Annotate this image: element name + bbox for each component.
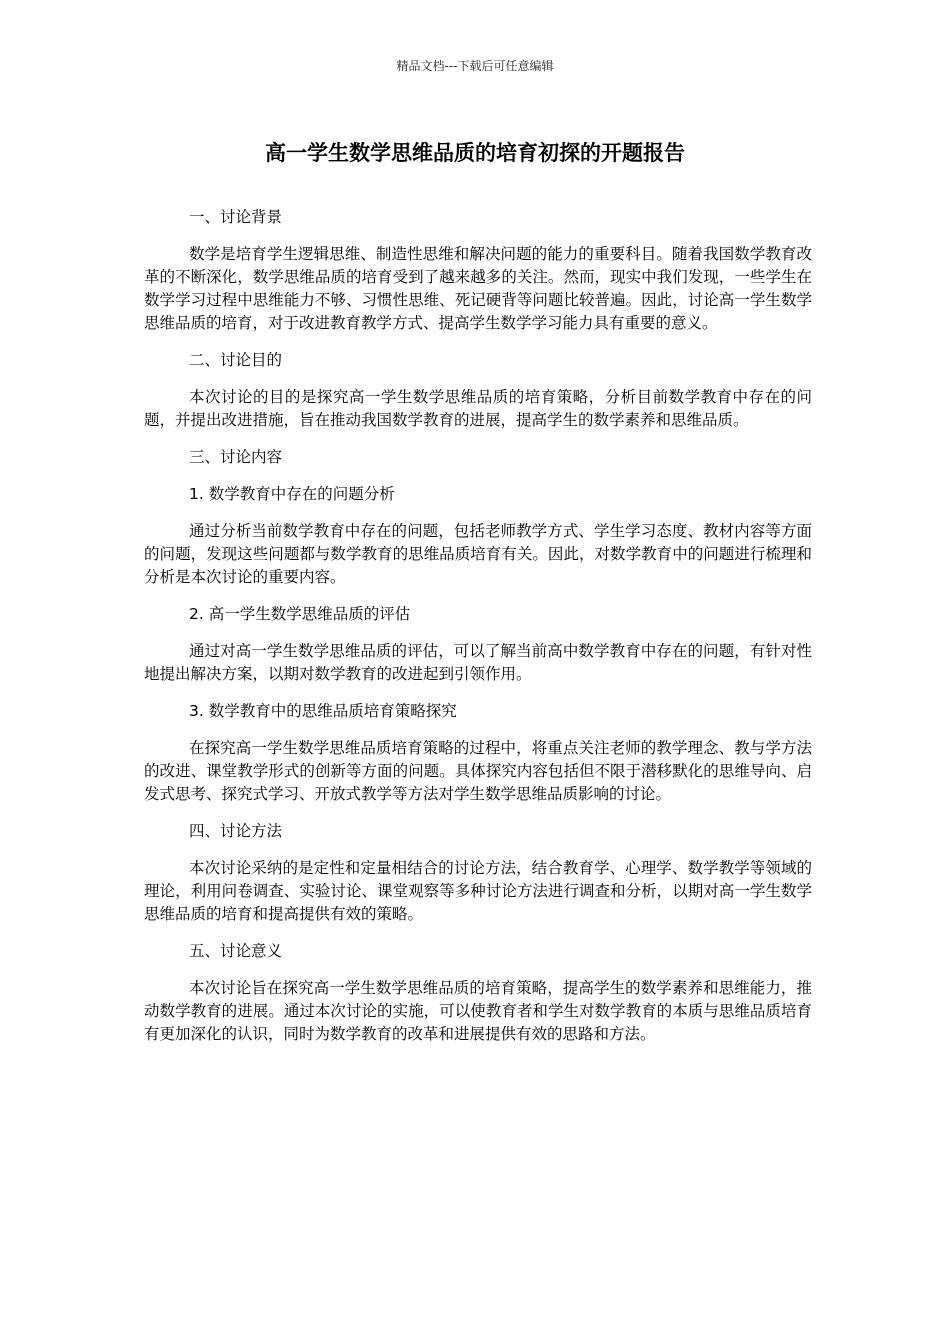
document-title: 高一学生数学思维品质的培育初探的开题报告 [265, 141, 685, 165]
document-body [144, 206, 812, 1060]
paragraph-evaluation: 通过对高一学生数学思维品质的评估，可以了解当前高中数学教育中存在的问题，有针对性地提出解决方案，以期对数学教育的改进起到引领作用。 [144, 642, 812, 683]
subsection-heading-strategy: 3. 数学教育中的思维品质培育策略探究 [189, 702, 457, 720]
section-heading-content: 三、讨论内容 [189, 448, 283, 466]
section-heading-significance: 五、讨论意义 [189, 942, 283, 960]
paragraph-method: 本次讨论采纳的是定性和定量相结合的讨论方法，结合教育学、心理学、数学教学等领域的理论，利用问卷调查、实验讨论、课堂观察等多种讨论方法进行调查和分析，以期对高一学生数学思维品质的培育和提高提供有效的策略。 [144, 859, 812, 923]
section-heading-background: 一、讨论背景 [189, 208, 283, 226]
subsection-heading-evaluation: 2. 高一学生数学思维品质的评估 [189, 605, 411, 623]
paragraph-purpose: 本次讨论的目的是探究高一学生数学思维品质的培育策略，分析目前数学教育中存在的问题，并提出改进措施，旨在推动我国数学教育的进展，提高学生的数学素养和思维品质。 [144, 388, 812, 429]
paragraph-significance: 本次讨论旨在探究高一学生数学思维品质的培育策略，提高学生的数学素养和思维能力，推动数学教育的进展。通过本次讨论的实施，可以使教育者和学生对数学教育的本质与思维品质培育有更加深化的认识，同时为数学教育的改革和进展提供有效的思路和方法。 [144, 979, 812, 1043]
running-header: 精品文档---下载后可任意编辑 [396, 59, 554, 73]
section-heading-method: 四、讨论方法 [189, 822, 283, 840]
paragraph-background: 数学是培育学生逻辑思维、制造性思维和解决问题的能力的重要科目。随着我国数学教育改革的不断深化，数学思维品质的培育受到了越来越多的关注。然而，现实中我们发现，一些学生在数学学习过程中思维能力不够、习惯性思维、死记硬背等问题比较普遍。因此，讨论高一学生数学思维品质的培育，对于改进教育教学方式、提高学生数学学习能力具有重要的意义。 [144, 245, 812, 332]
subsection-heading-problem-analysis: 1. 数学教育中存在的问题分析 [189, 485, 395, 503]
paragraph-strategy: 在探究高一学生数学思维品质培育策略的过程中，将重点关注老师的教学理念、教与学方法的改进、课堂教学形式的创新等方面的问题。具体探究内容包括但不限于潜移默化的思维导向、启发式思考、探究式学习、开放式教学等方法对学生数学思维品质影响的讨论。 [144, 739, 812, 803]
section-heading-purpose: 二、讨论目的 [189, 351, 283, 369]
paragraph-problem-analysis: 通过分析当前数学教育中存在的问题，包括老师教学方式、学生学习态度、教材内容等方面的问题，发现这些问题都与数学教育的思维品质培育有关。因此，对数学教育中的问题进行梳理和分析是本次讨论的重要内容。 [144, 522, 812, 586]
